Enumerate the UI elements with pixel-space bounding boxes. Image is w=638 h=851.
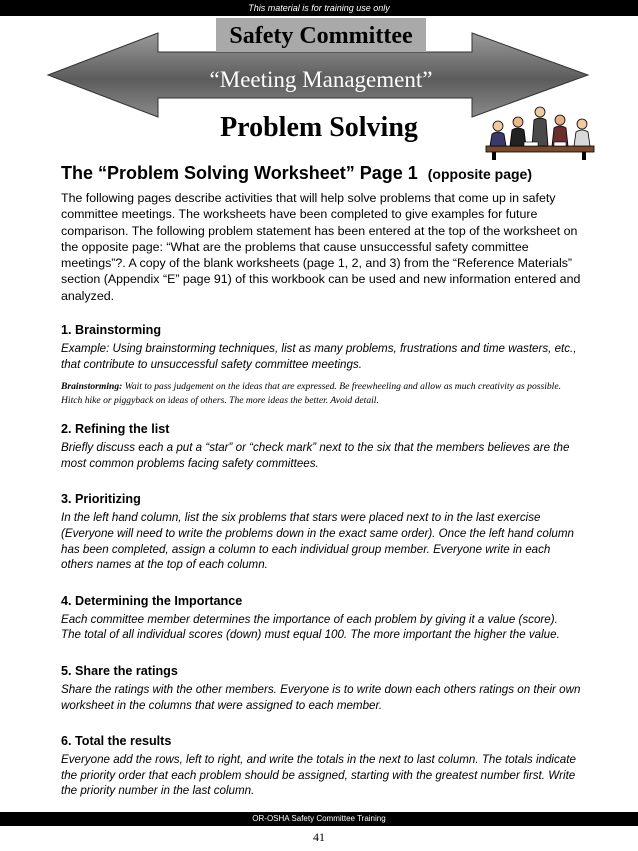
section-4-text: Each committee member determines the importance of each problem by giving it a value (score). The total of all individual scores (down) must equal 100. The more important the higher the value.	[61, 612, 560, 642]
footer-program-bar: OR-OSHA Safety Committee Training	[0, 812, 638, 826]
brainstorming-note-label: Brainstorming:	[61, 381, 123, 393]
intro-paragraph: The following pages describe activities that will help solve problems that come up in safety committee meetings. The worksheets have been completed to give examples for future comparison. The following problem statement has been entered at the top of the worksheet on the opposite page: “What are the problems that cause unsuccessful safety committee meetings”?. A copy of the blank worksheets (page 1, 2, and 3) from the “Reference Materials” section (Appendix “E” page 91) of this workbook can be used and new information entered and analyzed.	[61, 191, 581, 303]
section-4-heading: 4. Determining the Importance	[61, 593, 243, 608]
section-6-text: Everyone add the rows, left to right, and write the totals in the next to last column. The totals indicate the priority order that each problem should be assigned, starting with the greatest number first. Write the priority number in the last column.	[61, 753, 576, 798]
section-1-heading: 1. Brainstorming	[61, 323, 162, 338]
safety-committee-title: Safety Committee	[229, 23, 413, 49]
page-number: 41	[313, 830, 325, 844]
section-1-text: Example: Using brainstorming techniques, list as many problems, frustrations and time wasters, etc., that contribute to unsuccessful safety committee meetings.	[61, 342, 577, 371]
training-use-banner: This material is for training use only	[0, 0, 638, 16]
section-2-text: Briefly discuss each a put a “star” or “check mark” next to the six that the members believes are the most common problems facing safety committees.	[61, 441, 570, 470]
brainstorming-note	[61, 380, 581, 408]
meeting-management-subtitle: “Meeting Management”	[209, 67, 433, 92]
section-5-text: Share the ratings with the other members. Everyone is to write down each others ratings on their own worksheet in the columns that were assigned to each member.	[61, 683, 581, 712]
section-2-heading: 2. Refining the list	[61, 422, 170, 437]
worksheet-heading	[61, 160, 581, 187]
brainstorming-note-text: Wait to pass judgement on the ideas that are expressed. Be freewheeling and allow as much creativity as possible. Hitch hike or piggyback on ideas of others. The more ideas the better. Avoid detail.	[61, 381, 561, 407]
meeting-people-illustration	[484, 104, 596, 162]
worksheet-heading-text: The “Problem Solving Worksheet” Page 1	[61, 163, 418, 183]
section-3-heading: 3. Prioritizing	[61, 492, 141, 507]
problem-solving-title: Problem Solving	[220, 112, 418, 143]
section-5-heading: 5. Share the ratings	[61, 664, 178, 679]
section-6-heading: 6. Total the results	[61, 734, 172, 749]
section-3-text: In the left hand column, list the six problems that stars were placed next to in the last exercise (Everyone will need to write the problems down in the exact same order). Once the left hand column has been completed, assign a column to each individual group member. Everyone write in each others names at the top of each column.	[61, 511, 574, 572]
opposite-page-note: (opposite page)	[427, 166, 532, 182]
page-body	[61, 160, 581, 799]
